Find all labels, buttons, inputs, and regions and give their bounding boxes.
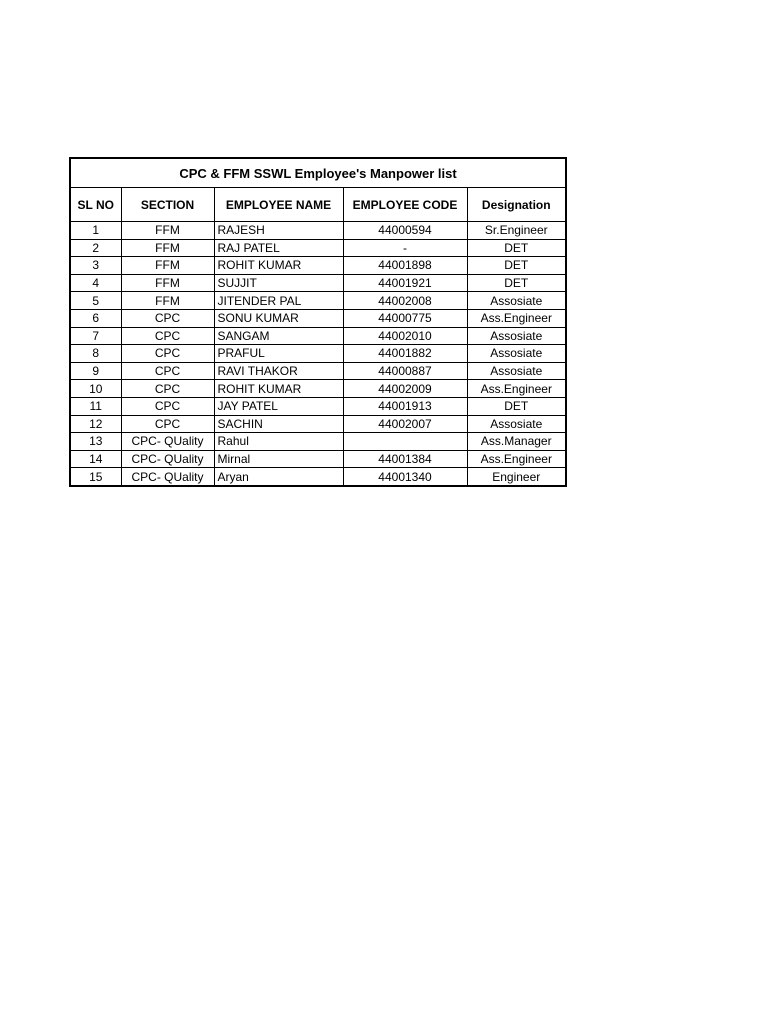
cell-employee-name: JAY PATEL (214, 397, 343, 415)
table-row (70, 397, 566, 415)
cell-designation: Ass.Manager (467, 433, 566, 451)
cell-employee-name: ROHIT KUMAR (214, 257, 343, 275)
cell-sl-no: 2 (70, 239, 121, 257)
table-row (70, 309, 566, 327)
cell-employee-code: 44000887 (343, 362, 467, 380)
cell-employee-code: 44001340 (343, 468, 467, 486)
cell-employee-name: ROHIT KUMAR (214, 380, 343, 398)
cell-sl-no: 12 (70, 415, 121, 433)
header-section: SECTION (121, 188, 214, 222)
cell-sl-no: 14 (70, 450, 121, 468)
manpower-table (69, 157, 567, 487)
cell-employee-name: RAVI THAKOR (214, 362, 343, 380)
table-row (70, 362, 566, 380)
cell-employee-name: PRAFUL (214, 345, 343, 363)
cell-employee-name: RAJESH (214, 222, 343, 240)
table-body (70, 222, 566, 486)
cell-employee-code: 44002008 (343, 292, 467, 310)
cell-sl-no: 4 (70, 274, 121, 292)
cell-designation: Engineer (467, 468, 566, 486)
cell-section: FFM (121, 257, 214, 275)
cell-designation: Ass.Engineer (467, 309, 566, 327)
cell-employee-code: 44001882 (343, 345, 467, 363)
table-row (70, 274, 566, 292)
cell-section: FFM (121, 239, 214, 257)
header-sl-no: SL NO (70, 188, 121, 222)
cell-employee-code: 44001898 (343, 257, 467, 275)
header-designation: Designation (467, 188, 566, 222)
header-employee-code: EMPLOYEE CODE (343, 188, 467, 222)
cell-employee-name: JITENDER PAL (214, 292, 343, 310)
cell-employee-name: SONU KUMAR (214, 309, 343, 327)
cell-employee-code: 44002009 (343, 380, 467, 398)
cell-employee-code: 44002007 (343, 415, 467, 433)
cell-section: CPC (121, 362, 214, 380)
table-row (70, 327, 566, 345)
cell-designation: Assosiate (467, 415, 566, 433)
cell-designation: Assosiate (467, 327, 566, 345)
cell-employee-code: 44001913 (343, 397, 467, 415)
cell-employee-name: Aryan (214, 468, 343, 486)
table-row (70, 415, 566, 433)
cell-section: CPC (121, 345, 214, 363)
cell-section: FFM (121, 274, 214, 292)
cell-designation: DET (467, 274, 566, 292)
cell-employee-code: 44001921 (343, 274, 467, 292)
cell-sl-no: 6 (70, 309, 121, 327)
header-employee-name: EMPLOYEE NAME (214, 188, 343, 222)
cell-sl-no: 5 (70, 292, 121, 310)
cell-sl-no: 13 (70, 433, 121, 451)
table-row (70, 380, 566, 398)
cell-section: CPC (121, 397, 214, 415)
cell-section: FFM (121, 222, 214, 240)
table-row (70, 257, 566, 275)
cell-designation: Ass.Engineer (467, 450, 566, 468)
cell-section: CPC- QUality (121, 468, 214, 486)
table-title: CPC & FFM SSWL Employee's Manpower list (70, 158, 566, 188)
table-row (70, 450, 566, 468)
table-row (70, 345, 566, 363)
cell-sl-no: 8 (70, 345, 121, 363)
cell-employee-name: SANGAM (214, 327, 343, 345)
spreadsheet-area (69, 157, 565, 487)
cell-section: CPC (121, 380, 214, 398)
table-row (70, 468, 566, 486)
table-row (70, 433, 566, 451)
table-row (70, 292, 566, 310)
cell-section: CPC (121, 309, 214, 327)
cell-employee-code: - (343, 239, 467, 257)
cell-employee-name: Rahul (214, 433, 343, 451)
cell-designation: Assosiate (467, 362, 566, 380)
cell-employee-code: 44001384 (343, 450, 467, 468)
cell-employee-name: RAJ PATEL (214, 239, 343, 257)
cell-section: CPC- QUality (121, 433, 214, 451)
cell-designation: Assosiate (467, 292, 566, 310)
cell-employee-code: 44002010 (343, 327, 467, 345)
cell-employee-name: Mirnal (214, 450, 343, 468)
cell-sl-no: 7 (70, 327, 121, 345)
cell-designation: Sr.Engineer (467, 222, 566, 240)
cell-designation: Assosiate (467, 345, 566, 363)
title-row (70, 158, 566, 188)
cell-section: CPC (121, 415, 214, 433)
cell-employee-code: 44000594 (343, 222, 467, 240)
cell-employee-code: 44000775 (343, 309, 467, 327)
cell-designation: Ass.Engineer (467, 380, 566, 398)
cell-sl-no: 11 (70, 397, 121, 415)
table-row (70, 239, 566, 257)
cell-sl-no: 15 (70, 468, 121, 486)
cell-sl-no: 3 (70, 257, 121, 275)
table-row (70, 222, 566, 240)
cell-employee-code (343, 433, 467, 451)
cell-employee-name: SACHIN (214, 415, 343, 433)
cell-employee-name: SUJJIT (214, 274, 343, 292)
header-row (70, 188, 566, 222)
cell-designation: DET (467, 257, 566, 275)
cell-sl-no: 9 (70, 362, 121, 380)
cell-designation: DET (467, 239, 566, 257)
cell-section: FFM (121, 292, 214, 310)
cell-designation: DET (467, 397, 566, 415)
cell-sl-no: 1 (70, 222, 121, 240)
cell-section: CPC- QUality (121, 450, 214, 468)
cell-sl-no: 10 (70, 380, 121, 398)
cell-section: CPC (121, 327, 214, 345)
